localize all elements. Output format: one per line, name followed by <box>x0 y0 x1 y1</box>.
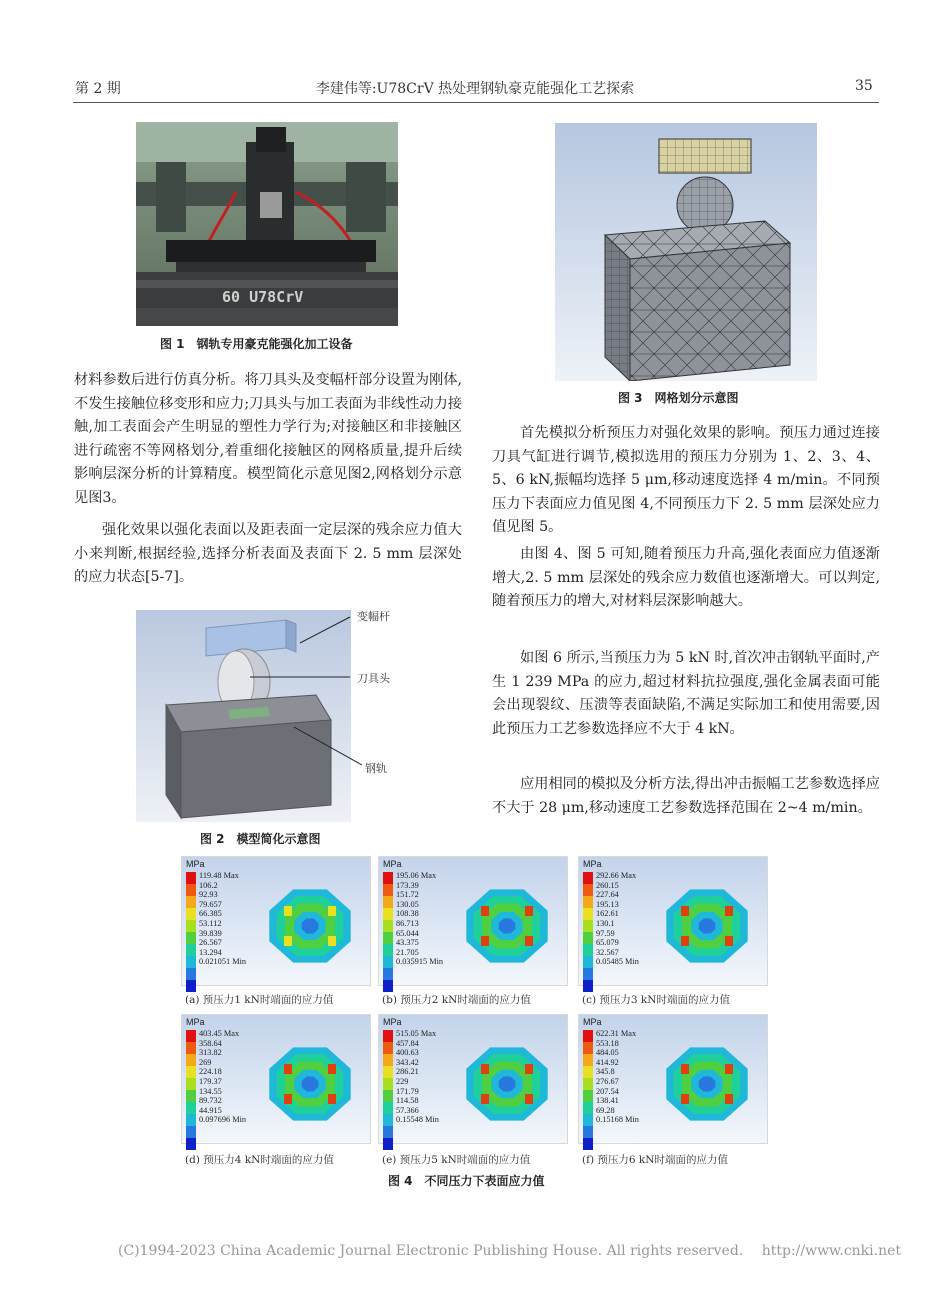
label-tool-head: 刀具头 <box>357 672 390 685</box>
figure3-caption: 图 3 网格划分示意图 <box>618 391 739 405</box>
page-number: 35 <box>855 78 873 94</box>
stress-hotspot <box>284 1064 292 1074</box>
right-paragraph-2: 由图 4、图 5 可知,随着预压力升高,强化表面应力值逐渐增大,2. 5 mm 层深处的残余应力数值也逐渐增大。可以判定,随着预压力的增大,对材料层深影响越大。 <box>492 546 880 610</box>
stress-hotspot <box>284 1094 292 1104</box>
stress-hotspot <box>328 936 336 946</box>
stress-hotspot <box>328 1094 336 1104</box>
legend-swatch <box>383 956 393 968</box>
figure4-caption: 图 4 不同压力下表面应力值 <box>388 1174 545 1188</box>
legend-value: 260.15 <box>596 880 619 890</box>
legend-swatch <box>186 884 196 896</box>
legend-swatch <box>583 872 593 884</box>
footer-url: http://www.cnki.net <box>761 1243 902 1259</box>
stress-panel <box>181 856 371 986</box>
legend-value: 66.385 <box>199 909 222 919</box>
legend-value: 151.72 <box>396 890 419 900</box>
legend-value: 171.79 <box>396 1086 419 1096</box>
stress-hotspot <box>525 906 533 916</box>
panel-unit: MPa <box>186 859 205 869</box>
color-legend-bar <box>186 872 196 980</box>
legend-value: 65.079 <box>596 938 619 948</box>
legend-value: 343.42 <box>396 1057 419 1067</box>
stress-hotspot <box>328 1064 336 1074</box>
copyright-footer <box>118 1243 901 1259</box>
legend-swatch <box>383 1114 393 1126</box>
color-legend-bar <box>186 1030 196 1138</box>
legend-swatch <box>583 884 593 896</box>
contour-ring <box>302 919 319 934</box>
legend-value: 292.66 Max <box>596 871 637 880</box>
legend-value: 0.05485 Min <box>596 957 639 967</box>
legend-value: 0.15168 Min <box>596 1115 639 1125</box>
legend-value: 69.28 <box>596 1105 615 1115</box>
stress-hotspot <box>681 1064 689 1074</box>
legend-values <box>596 871 639 967</box>
legend-swatch <box>583 920 593 932</box>
legend-value: 92.93 <box>199 890 218 900</box>
legend-value: 0.035915 Min <box>396 957 444 967</box>
legend-value: 0.021051 Min <box>199 957 247 967</box>
legend-swatch <box>383 872 393 884</box>
right-paragraph-1: 首先模拟分析预压力对强化效果的影响。预压力通过连接刀具气缸进行调节,模拟选用的预压力分别为 1、2、3、4、5、6 kN,振幅均选择 5 μm,移动速度选择 4 m/min。不同预压力下表面应力值见图 4,不同预压力下 2. 5 mm 层深处应力值见图 5。 <box>492 425 880 536</box>
label-rail: 钢轨 <box>365 762 387 775</box>
stress-hotspot <box>284 936 292 946</box>
label-horn: 变幅杆 <box>357 610 390 623</box>
legend-value: 134.55 <box>199 1086 222 1096</box>
legend-swatch <box>583 896 593 908</box>
panel-caption: (b) 预压力2 kN时端面的应力值 <box>382 994 531 1006</box>
legend-value: 106.2 <box>199 880 218 890</box>
legend-swatch <box>383 1090 393 1102</box>
right-paragraph-3: 如图 6 所示,当预压力为 5 kN 时,首次冲击钢轨平面时,产生 1 239 MPa 的应力,超过材料抗拉强度,强化金属表面可能会出现裂纹、压溃等表面缺陷,不满足实际加工和使用需要,因此预压力工艺参数选择应不大于 4 kN。 <box>492 650 880 737</box>
legend-value: 21.705 <box>396 947 419 957</box>
legend-value: 130.05 <box>396 899 419 909</box>
legend-value: 89.732 <box>199 1096 222 1106</box>
legend-values <box>199 1029 246 1125</box>
legend-swatch <box>383 1054 393 1066</box>
stress-hotspot <box>481 936 489 946</box>
legend-swatch <box>383 884 393 896</box>
stress-hotspot <box>525 936 533 946</box>
legend-swatch <box>583 1066 593 1078</box>
legend-value: 276.67 <box>596 1076 619 1086</box>
panel-unit: MPa <box>186 1017 205 1027</box>
legend-swatch <box>383 1042 393 1054</box>
issue-number: 第 2 期 <box>75 81 121 97</box>
left-paragraph-1: 材料参数后进行仿真分析。将刀具头及变幅杆部分设置为刚体,不发生接触位移变形和应力;刀具头与加工表面为非线性动力接触,加工表面会产生明显的塑性力学行为;对接触区和非接触区进行疏密不等网格划分,着重细化接触区的网格质量,提升后续影响层深分析的计算精度。模型简化示意见图2,网格划分示意见图3。 <box>74 372 462 506</box>
left-paragraph-2: 强化效果以强化表面以及距表面一定层深的残余应力值大小来判断,根据经验,选择分析表面及表面下 2. 5 mm 层深处的应力状态[5-7]。 <box>74 522 462 586</box>
legend-swatch <box>186 1042 196 1054</box>
legend-swatch <box>186 944 196 956</box>
legend-value: 345.8 <box>596 1067 615 1077</box>
legend-value: 130.1 <box>596 918 615 928</box>
legend-value: 173.39 <box>396 880 419 890</box>
color-legend-bar <box>383 872 393 980</box>
legend-swatch <box>583 1114 593 1126</box>
legend-swatch <box>383 1030 393 1042</box>
legend-value: 43.375 <box>396 938 419 948</box>
legend-value: 286.21 <box>396 1067 419 1077</box>
figure3-mesh <box>555 123 817 381</box>
legend-value: 86.713 <box>396 918 419 928</box>
legend-swatch <box>186 920 196 932</box>
legend-value: 229 <box>396 1076 409 1086</box>
legend-swatch <box>186 980 196 992</box>
stress-contour <box>657 1039 757 1129</box>
legend-swatch <box>186 1066 196 1078</box>
legend-values <box>199 871 246 967</box>
stress-hotspot <box>481 1064 489 1074</box>
legend-value: 13.294 <box>199 947 222 957</box>
legend-swatch <box>186 968 196 980</box>
legend-swatch <box>583 1030 593 1042</box>
legend-swatch <box>583 1090 593 1102</box>
stress-hotspot <box>725 1064 733 1074</box>
legend-value: 97.59 <box>596 928 615 938</box>
color-legend-bar <box>583 1030 593 1138</box>
legend-values <box>396 871 443 967</box>
panel-caption: (f) 预压力6 kN时端面的应力值 <box>582 1154 728 1166</box>
color-legend-bar <box>583 872 593 980</box>
panel-caption: (e) 预压力5 kN时端面的应力值 <box>382 1154 531 1166</box>
legend-value: 32.567 <box>596 947 619 957</box>
stress-contour <box>457 1039 557 1129</box>
stress-contour <box>260 881 360 971</box>
figure2-leader-lines <box>250 605 370 775</box>
legend-value: 162.61 <box>596 909 619 919</box>
legend-value: 515.05 Max <box>396 1029 437 1038</box>
legend-values <box>396 1029 439 1125</box>
figure1-photo <box>136 122 398 326</box>
stress-panel <box>578 856 768 986</box>
legend-swatch <box>583 1042 593 1054</box>
stress-hotspot <box>725 1094 733 1104</box>
legend-swatch <box>186 1090 196 1102</box>
legend-swatch <box>186 1126 196 1138</box>
panel-caption: (a) 预压力1 kN时端面的应力值 <box>185 994 334 1006</box>
stress-contour <box>260 1039 360 1129</box>
legend-value: 0.15548 Min <box>396 1115 439 1125</box>
legend-swatch <box>186 1030 196 1042</box>
stress-hotspot <box>681 936 689 946</box>
panel-unit: MPa <box>383 859 402 869</box>
legend-swatch <box>383 1126 393 1138</box>
legend-swatch <box>383 920 393 932</box>
legend-value: 195.13 <box>596 899 619 909</box>
legend-swatch <box>583 1126 593 1138</box>
legend-value: 457.84 <box>396 1038 419 1048</box>
legend-value: 224.18 <box>199 1067 222 1077</box>
legend-value: 57.366 <box>396 1105 419 1115</box>
legend-swatch <box>383 1066 393 1078</box>
figure2-caption: 图 2 模型简化示意图 <box>200 832 321 846</box>
legend-value: 195.06 Max <box>396 871 437 880</box>
legend-swatch <box>186 1102 196 1114</box>
stress-hotspot <box>481 906 489 916</box>
stress-hotspot <box>725 906 733 916</box>
legend-value: 553.18 <box>596 1038 619 1048</box>
stress-hotspot <box>725 936 733 946</box>
legend-value: 403.45 Max <box>199 1029 240 1038</box>
stress-hotspot <box>328 906 336 916</box>
legend-swatch <box>186 896 196 908</box>
legend-value: 79.657 <box>199 899 222 909</box>
legend-swatch <box>383 944 393 956</box>
legend-swatch <box>383 1078 393 1090</box>
figure1-caption: 图 1 钢轨专用豪克能强化加工设备 <box>160 337 353 351</box>
legend-value: 227.64 <box>596 890 619 900</box>
legend-value: 0.097696 Min <box>199 1115 247 1125</box>
legend-value: 207.54 <box>596 1086 619 1096</box>
legend-swatch <box>383 932 393 944</box>
legend-value: 400.63 <box>396 1048 419 1058</box>
panel-unit: MPa <box>583 1017 602 1027</box>
legend-swatch <box>186 1054 196 1066</box>
legend-value: 358.64 <box>199 1038 222 1048</box>
legend-value: 313.82 <box>199 1048 222 1058</box>
legend-value: 65.044 <box>396 928 419 938</box>
legend-swatch <box>583 1054 593 1066</box>
legend-value: 484.05 <box>596 1048 619 1058</box>
legend-swatch <box>583 944 593 956</box>
panel-unit: MPa <box>583 859 602 869</box>
copyright-text: (C)1994-2023 China Academic Journal Electronic Publishing House. All rights reserved. <box>118 1243 744 1259</box>
legend-value: 138.41 <box>596 1096 619 1106</box>
stress-hotspot <box>525 1094 533 1104</box>
stress-panel <box>378 1014 568 1144</box>
legend-swatch <box>383 1138 393 1150</box>
legend-swatch <box>583 908 593 920</box>
legend-swatch <box>583 932 593 944</box>
stress-panel <box>578 1014 768 1144</box>
stress-contour <box>657 881 757 971</box>
legend-swatch <box>583 1102 593 1114</box>
contour-ring <box>499 1077 516 1092</box>
stress-panel <box>181 1014 371 1144</box>
panel-caption: (d) 预压力4 kN时端面的应力值 <box>185 1154 334 1166</box>
legend-value: 414.92 <box>596 1057 619 1067</box>
legend-value: 622.31 Max <box>596 1029 637 1038</box>
stress-hotspot <box>481 1094 489 1104</box>
legend-swatch <box>583 1138 593 1150</box>
legend-swatch <box>186 956 196 968</box>
running-title: 李建伟等:U78CrV 热处理钢轨豪克能强化工艺探索 <box>315 81 635 97</box>
legend-swatch <box>186 1138 196 1150</box>
stress-panel <box>378 856 568 986</box>
legend-value: 119.48 Max <box>199 871 239 880</box>
stress-hotspot <box>681 906 689 916</box>
legend-values <box>596 1029 639 1125</box>
legend-value: 44.915 <box>199 1105 222 1115</box>
legend-swatch <box>383 896 393 908</box>
legend-swatch <box>583 956 593 968</box>
legend-value: 179.37 <box>199 1076 222 1086</box>
legend-value: 53.112 <box>199 918 222 928</box>
legend-value: 108.38 <box>396 909 419 919</box>
color-legend-bar <box>383 1030 393 1138</box>
legend-value: 39.839 <box>199 928 222 938</box>
legend-swatch <box>186 908 196 920</box>
panel-unit: MPa <box>383 1017 402 1027</box>
rail-stamp: 60 U78CrV <box>222 288 304 306</box>
legend-swatch <box>383 968 393 980</box>
legend-swatch <box>186 1078 196 1090</box>
header-rule <box>73 102 879 103</box>
legend-swatch <box>186 932 196 944</box>
panel-caption: (c) 预压力3 kN时端面的应力值 <box>582 994 730 1006</box>
legend-swatch <box>383 980 393 992</box>
stress-hotspot <box>681 1094 689 1104</box>
contour-ring <box>699 919 716 934</box>
legend-value: 269 <box>199 1057 212 1067</box>
legend-swatch <box>583 980 593 992</box>
stress-contour <box>457 881 557 971</box>
right-paragraph-4: 应用相同的模拟及分析方法,得出冲击振幅工艺参数选择应不大于 28 μm,移动速度工艺参数选择范围在 2~4 m/min。 <box>492 776 880 816</box>
legend-value: 26.567 <box>199 938 222 948</box>
stress-hotspot <box>284 906 292 916</box>
legend-swatch <box>383 1102 393 1114</box>
legend-swatch <box>186 872 196 884</box>
legend-swatch <box>186 1114 196 1126</box>
contour-ring <box>302 1077 319 1092</box>
stress-hotspot <box>525 1064 533 1074</box>
legend-value: 114.58 <box>396 1096 419 1106</box>
contour-ring <box>499 919 516 934</box>
legend-swatch <box>583 1078 593 1090</box>
legend-swatch <box>383 908 393 920</box>
contour-ring <box>699 1077 716 1092</box>
legend-swatch <box>583 968 593 980</box>
